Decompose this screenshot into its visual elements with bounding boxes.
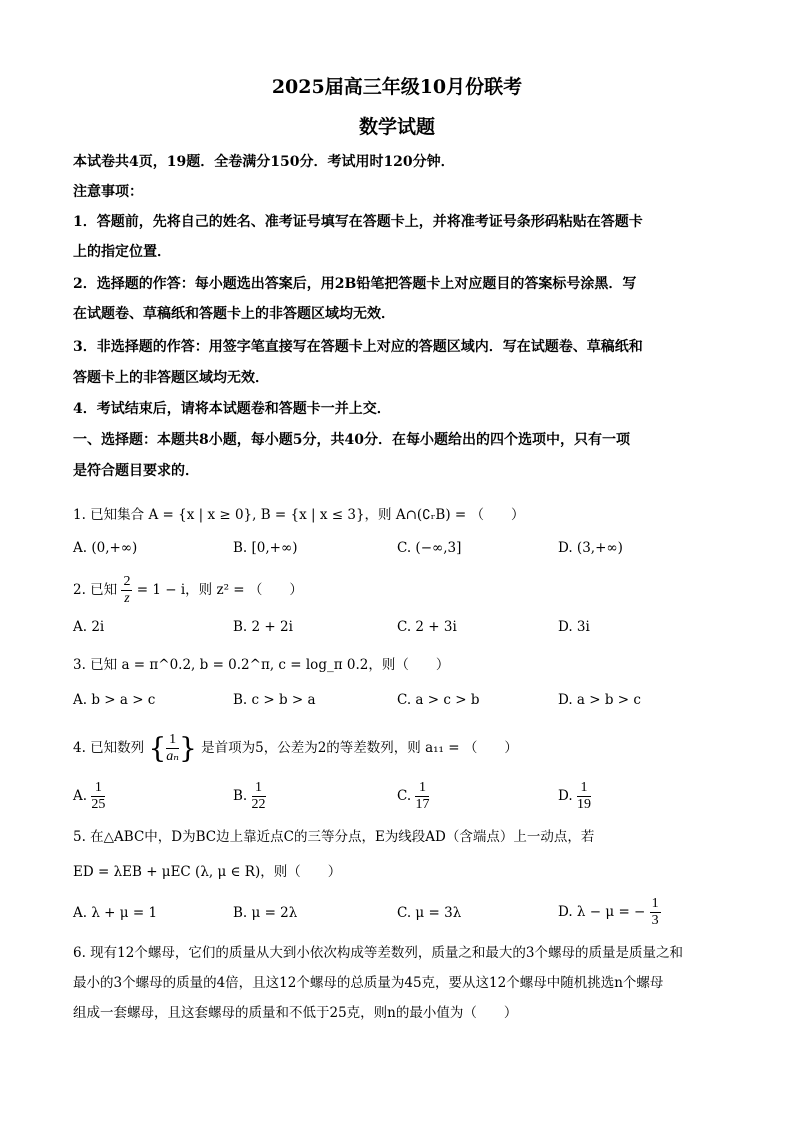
question-2-fraction-num: 2 xyxy=(123,574,131,589)
exam-summary: 本试卷共4页，19题．全卷满分150分．考试用时120分钟． xyxy=(73,154,455,170)
question-1-stem: 1. 已知集合 A = {x | x ≥ 0}, B = {x | x ≤ 3}，则 A∩(∁ᵣB) = （ ） xyxy=(73,507,525,523)
question-3-option-d: D. a > b > c xyxy=(558,692,641,708)
option-fraction xyxy=(91,780,105,813)
question-4-option-c xyxy=(397,780,429,813)
question-6-line-3: 组成一套螺母，且这套螺母的质量和不低于25克，则n的最小值为（ ） xyxy=(73,1005,518,1021)
section-1-heading-line-2: 是符合题目要求的． xyxy=(73,463,199,479)
option-fraction-num: 1 xyxy=(91,780,105,797)
question-2-option-b: B. 2 + 2i xyxy=(233,619,293,635)
question-1-option-a: A. (0,+∞) xyxy=(73,540,138,556)
option-fraction xyxy=(577,780,591,813)
question-2-option-a: A. 2i xyxy=(73,619,105,635)
question-4-fraction-num: 1 xyxy=(166,732,179,749)
note-3-line-2: 答题卡上的非答题区域均无效． xyxy=(73,370,269,386)
note-2-line-2: 在试题卷、草稿纸和答题卡上的非答题区域均无效． xyxy=(73,306,395,322)
option-fraction-den: 3 xyxy=(651,913,659,928)
option-fraction-den: 17 xyxy=(415,797,430,812)
option-label: B. xyxy=(233,788,248,804)
question-3-option-c: C. a > c > b xyxy=(397,692,480,708)
question-2-stem-post: = 1 − i，则 z² = （ ） xyxy=(136,582,303,598)
option-label: D. xyxy=(558,788,573,804)
question-2-fraction-den: z xyxy=(124,591,130,606)
question-4-option-d xyxy=(558,780,591,813)
option-fraction xyxy=(650,896,661,929)
option-fraction-num: 1 xyxy=(252,780,266,797)
question-4-option-b xyxy=(233,780,266,813)
note-2-line-1: 2．选择题的作答：每小题选出答案后，用2B铅笔把答题卡上对应题目的答案标号涂黑．写 xyxy=(73,276,637,292)
question-5-option-c: C. μ = 3λ xyxy=(397,905,462,921)
question-5-stem-line-2: ED = λEB + μEC (λ, μ ∈ R)，则（ ） xyxy=(73,864,342,880)
option-fraction-den: 19 xyxy=(576,797,591,812)
question-4-stem-post: 是首项为5，公差为2的等差数列，则 a₁₁ = （ ） xyxy=(201,740,518,756)
question-2-option-d: D. 3i xyxy=(558,619,590,635)
question-4-fraction xyxy=(166,732,179,765)
note-1-line-1: 1．答题前，先将自己的姓名、准考证号填写在答题卡上，并将准考证号条形码粘贴在答题卡 xyxy=(73,214,643,230)
option-fraction-den: 25 xyxy=(91,797,106,812)
question-5-option-a: A. λ + μ = 1 xyxy=(73,905,158,921)
question-3-option-a: A. b > a > c xyxy=(73,692,156,708)
question-3-stem: 3. 已知 a = π^0.2, b = 0.2^π, c = log_π 0.2，则（ ） xyxy=(73,657,450,673)
question-2-fraction xyxy=(121,574,132,607)
notes-heading: 注意事项： xyxy=(73,184,143,200)
question-3-option-b: B. c > b > a xyxy=(233,692,316,708)
question-4-brace-left: { xyxy=(148,731,167,765)
question-4-stem xyxy=(73,732,723,765)
question-5-option-b: B. μ = 2λ xyxy=(233,905,298,921)
option-fraction-num: 1 xyxy=(577,780,591,797)
option-label: C. xyxy=(397,788,412,804)
option-label: A. xyxy=(73,788,88,804)
option-fraction-num: 1 xyxy=(651,896,659,911)
question-1-option-d: D. (3,+∞) xyxy=(558,540,623,556)
question-5-stem-line-1: 5. 在△ABC中，D为BC边上靠近点C的三等分点，E为线段AD（含端点）上一动点，若 xyxy=(73,829,595,845)
exam-subtitle: 数学试题 xyxy=(358,116,435,138)
question-2-stem xyxy=(73,574,723,607)
option-fraction xyxy=(415,780,429,813)
question-4-brace-right: } xyxy=(178,731,197,765)
option-text: D. λ − μ = − xyxy=(558,904,646,920)
question-6-line-2: 最小的3个螺母的质量的4倍，且这12个螺母的总质量为45克，要从这12个螺母中随机挑选n个螺母 xyxy=(73,975,664,991)
question-5-option-d xyxy=(558,896,661,929)
note-4: 4．考试结束后，请将本试题卷和答题卡一并上交． xyxy=(73,401,391,417)
question-2-option-c: C. 2 + 3i xyxy=(397,619,457,635)
option-fraction-den: 22 xyxy=(251,797,266,812)
exam-title: 2025届高三年级10月份联考 xyxy=(271,76,523,98)
question-1-option-c: C. (−∞,3] xyxy=(397,540,462,556)
note-3-line-1: 3．非选择题的作答：用签字笔直接写在答题卡上对应的答题区域内．写在试题卷、草稿纸和 xyxy=(73,339,643,355)
note-1-line-2: 上的指定位置． xyxy=(73,244,171,260)
option-fraction-num: 1 xyxy=(415,780,429,797)
question-2-stem-pre: 2. 已知 xyxy=(73,582,118,598)
question-4-option-a xyxy=(73,780,105,813)
option-fraction xyxy=(252,780,266,813)
question-4-fraction-den: aₙ xyxy=(166,749,179,764)
question-6-line-1: 6. 现有12个螺母，它们的质量从大到小依次构成等差数列，质量之和最大的3个螺母的质量是质量之和 xyxy=(73,945,683,961)
question-4-stem-pre: 4. 已知数列 xyxy=(73,740,145,756)
section-1-heading-line-1: 一、选择题：本题共8小题，每小题5分，共40分．在每小题给出的四个选项中，只有一项 xyxy=(73,432,630,448)
question-1-option-b: B. [0,+∞) xyxy=(233,540,298,556)
